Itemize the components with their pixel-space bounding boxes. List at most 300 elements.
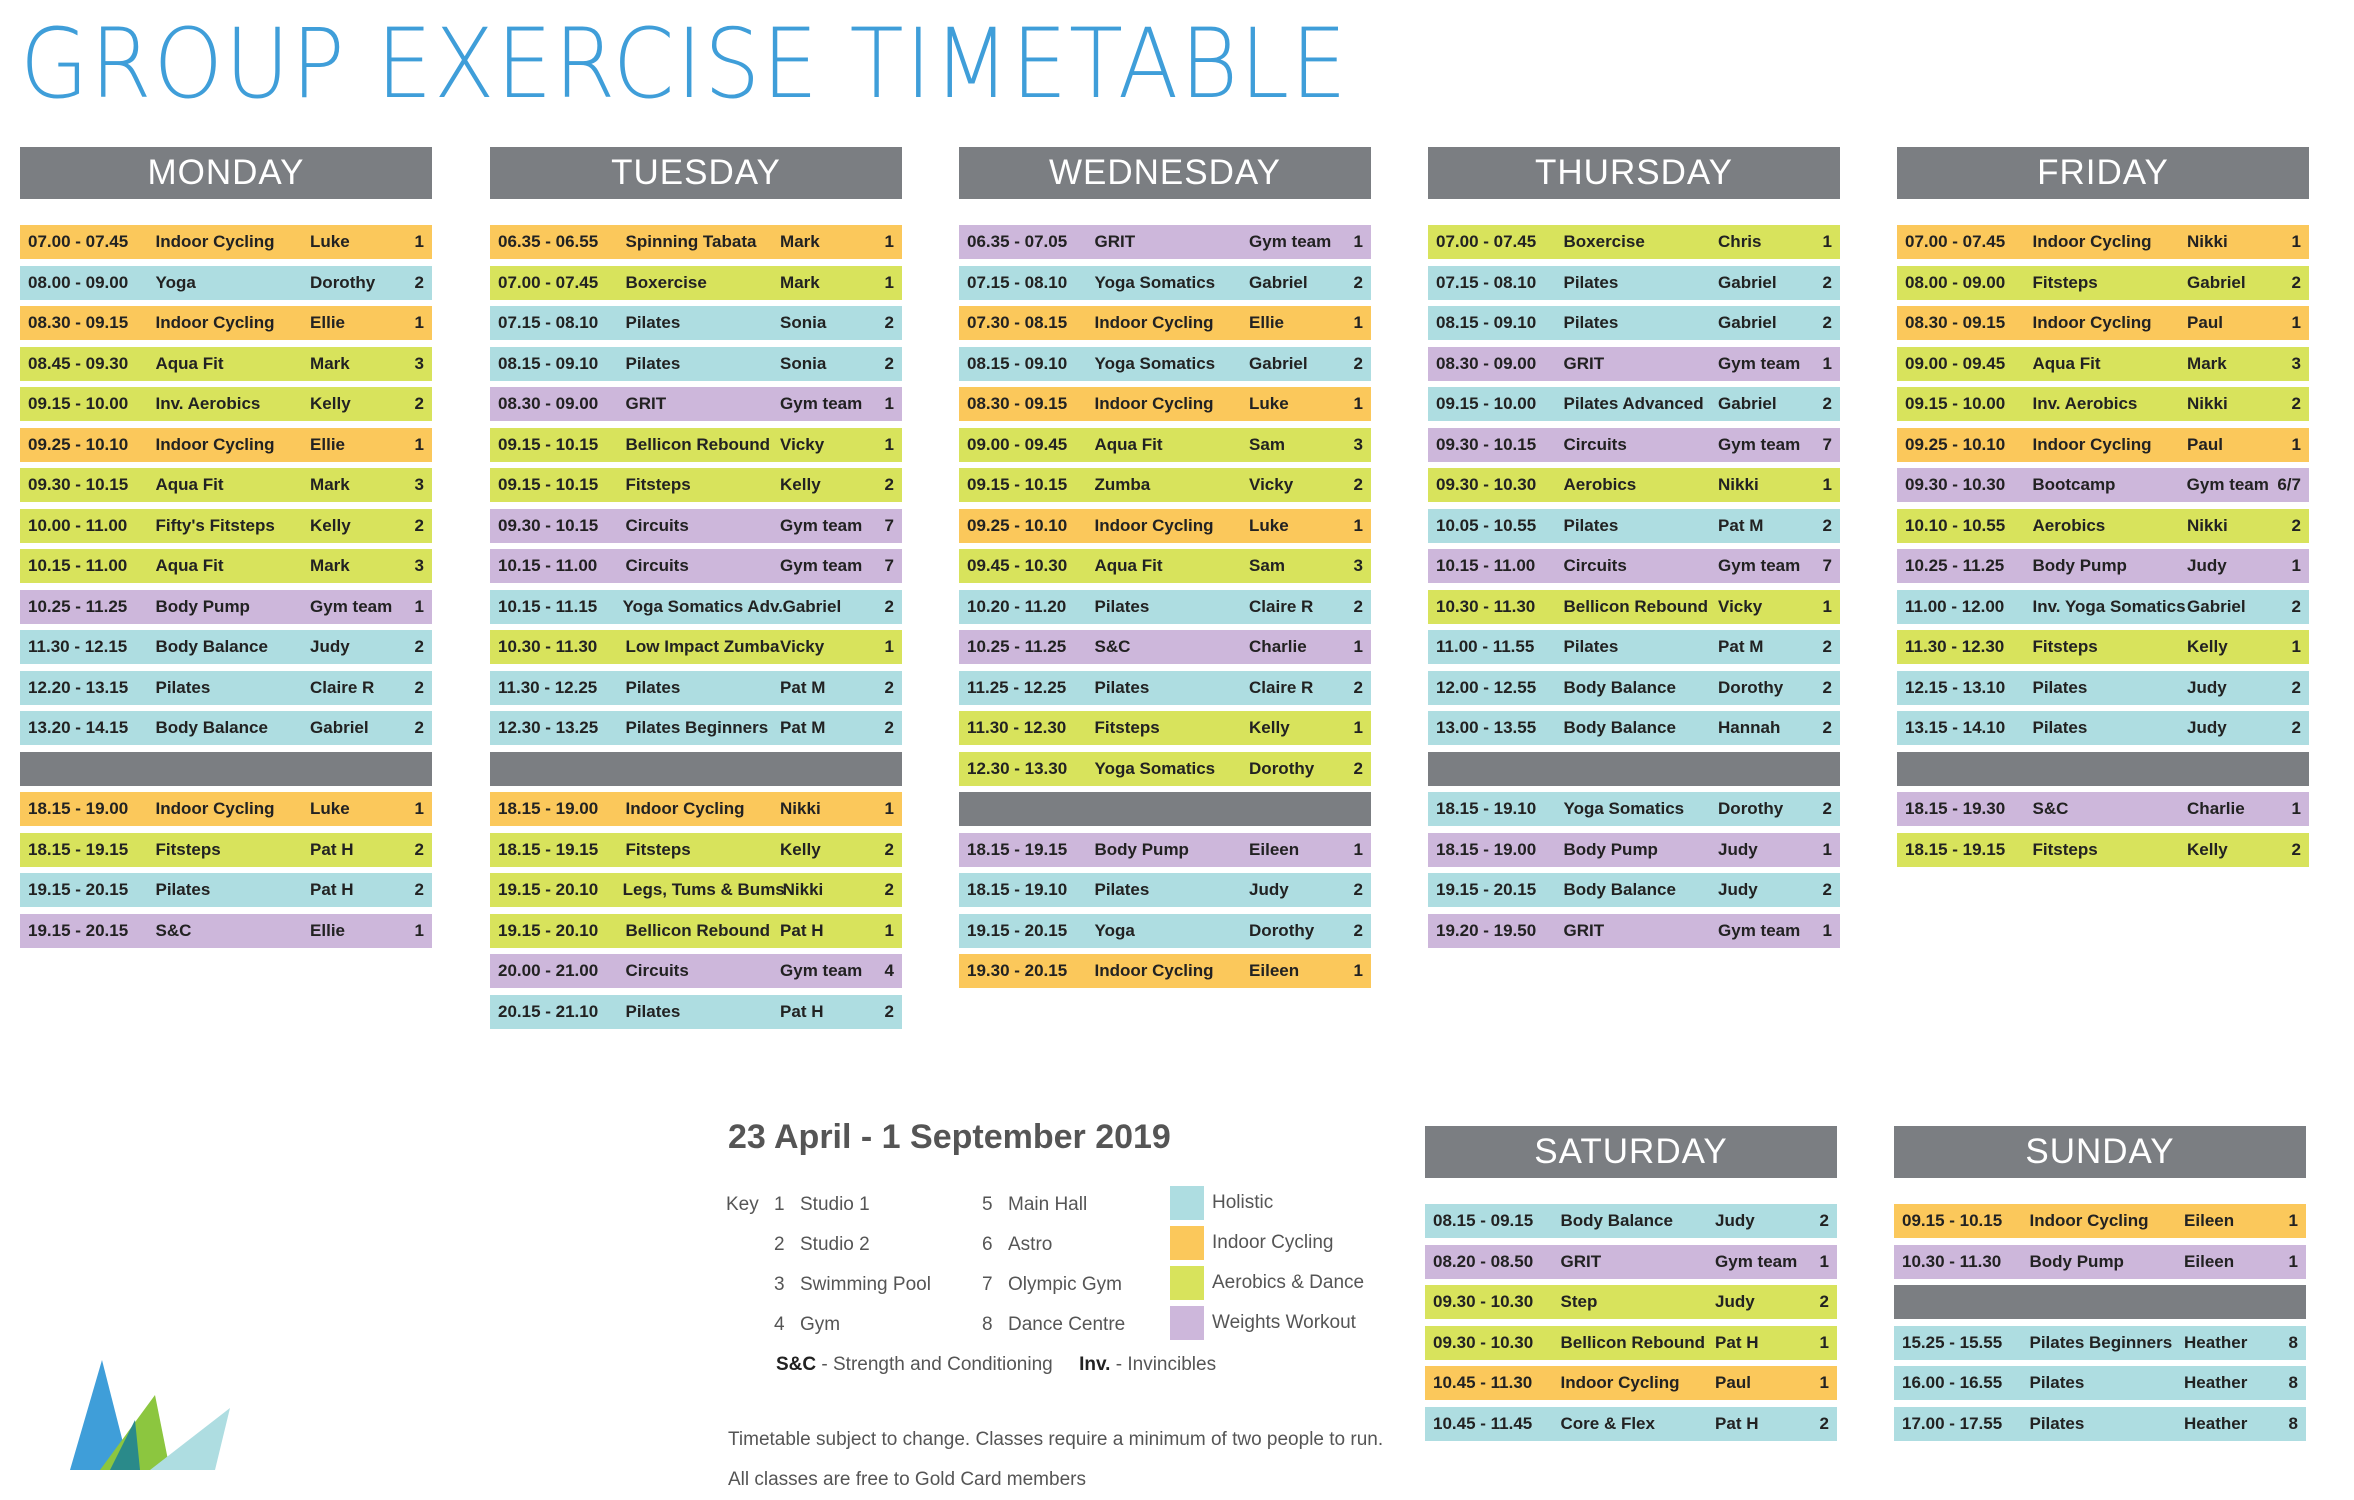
class-room: 2	[2291, 394, 2302, 413]
class-row	[20, 549, 432, 583]
class-room: 2	[1822, 272, 1833, 292]
class-name: Body Pump	[2032, 556, 2127, 575]
class-row	[1894, 1366, 2306, 1400]
class-instructor: Claire R	[1249, 677, 1314, 697]
class-instructor: Kelly	[780, 839, 821, 859]
class-row	[1894, 1407, 2306, 1441]
class-name: Body Pump	[2029, 1251, 2124, 1271]
class-instructor: Gabriel	[1249, 353, 1308, 373]
class-row	[490, 387, 902, 421]
class-time: 16.00 - 16.55	[1902, 1373, 2003, 1392]
class-row	[1428, 792, 1840, 826]
class-time: 10.05 - 10.55	[1436, 515, 1537, 535]
class-instructor: Gym team	[780, 961, 863, 980]
class-row	[1894, 1204, 2306, 1238]
class-name: Legs, Tums & Bums	[622, 880, 785, 899]
class-name: Indoor Cycling	[155, 232, 275, 251]
class-name: GRIT	[1563, 353, 1605, 373]
class-instructor: Charlie	[1249, 637, 1307, 656]
class-room: 3	[414, 353, 425, 373]
class-name: Pilates	[625, 353, 681, 373]
class-room: 1	[414, 313, 425, 332]
class-row	[1897, 590, 2309, 624]
class-row	[490, 468, 902, 502]
class-time: 18.15 - 19.00	[28, 799, 129, 818]
abbr-inv: Inv.	[1079, 1354, 1111, 1375]
class-name: Pilates Beginners	[625, 718, 769, 737]
class-room: 2	[414, 637, 425, 656]
class-room: 2	[2291, 718, 2302, 737]
class-row	[959, 671, 1371, 705]
class-row	[490, 873, 902, 907]
class-name: Boxercise	[1563, 232, 1645, 251]
class-time: 10.45 - 11.45	[1433, 1413, 1533, 1433]
class-room: 3	[414, 556, 425, 575]
class-name: Circuits	[625, 556, 689, 575]
class-time: 07.00 - 07.45	[28, 232, 129, 251]
class-instructor: Judy	[1715, 1211, 1755, 1230]
class-row	[1425, 1285, 1837, 1319]
class-time: 19.15 - 20.15	[28, 880, 129, 899]
class-row	[490, 954, 902, 988]
class-instructor: Pat H	[780, 920, 824, 940]
class-name: Aqua Fit	[1094, 434, 1163, 454]
class-instructor: Pat H	[780, 1001, 824, 1021]
class-name: Step	[1560, 1292, 1598, 1311]
class-name: Indoor Cycling	[155, 434, 275, 454]
class-time: 08.00 - 09.00	[28, 272, 129, 292]
class-instructor: Dorothy	[1249, 758, 1315, 778]
class-room: 1	[1819, 1373, 1830, 1392]
class-instructor: Gym team	[1718, 353, 1801, 373]
class-time: 10.15 - 11.00	[28, 556, 128, 575]
class-name: Low Impact Zumba	[625, 637, 780, 656]
class-instructor: Luke	[310, 232, 350, 251]
key-location	[982, 1234, 1052, 1256]
class-instructor: Kelly	[2187, 839, 2228, 859]
class-instructor: Judy	[310, 637, 350, 656]
class-row	[1425, 1407, 1837, 1441]
class-room: 2	[2291, 596, 2302, 616]
class-time: 08.45 - 09.30	[28, 353, 129, 373]
legend-item	[1170, 1226, 1333, 1260]
class-time: 10.15 - 11.00	[1436, 556, 1536, 575]
class-instructor: Gabriel	[2187, 272, 2246, 292]
class-time: 09.15 - 10.15	[498, 434, 599, 454]
abbreviations	[776, 1354, 1216, 1376]
class-room: 2	[414, 839, 425, 859]
legend-item	[1170, 1306, 1356, 1340]
class-room: 2	[2291, 272, 2302, 292]
class-time: 09.30 - 10.30	[1433, 1292, 1534, 1311]
class-room: 1	[1353, 839, 1364, 859]
class-instructor: Gym team	[310, 596, 393, 616]
class-instructor: Nikki	[2187, 232, 2228, 251]
class-name: Indoor Cycling	[2032, 232, 2152, 251]
class-time: 06.35 - 07.05	[967, 232, 1068, 251]
class-room: 7	[884, 556, 895, 575]
class-time: 11.30 - 12.15	[28, 637, 128, 656]
class-name: Core & Flex	[1560, 1413, 1655, 1433]
legend-label: Aerobics & Dance	[1212, 1272, 1365, 1293]
class-room: 2	[884, 839, 895, 859]
class-name: Inv. Aerobics	[2032, 394, 2138, 413]
class-name: Pilates Beginners	[2029, 1332, 2173, 1352]
abbr-inv-meaning: - Invincibles	[1115, 1354, 1217, 1375]
class-room: 1	[1819, 1332, 1830, 1352]
class-time: 09.30 - 10.30	[1433, 1332, 1534, 1352]
class-row	[1428, 671, 1840, 705]
class-name: Fifty's Fitsteps	[155, 515, 275, 535]
class-row	[1897, 387, 2309, 421]
class-time: 10.45 - 11.30	[1433, 1373, 1533, 1392]
location-number: 8	[982, 1314, 993, 1335]
class-name: Pilates	[1094, 596, 1150, 616]
location-name: Swimming Pool	[800, 1274, 931, 1295]
class-name: S&C	[155, 920, 192, 940]
class-row	[1897, 671, 2309, 705]
class-name: Yoga	[1094, 920, 1135, 940]
class-room: 1	[1353, 637, 1364, 656]
class-instructor: Mark	[780, 232, 820, 251]
location-name: Dance Centre	[1008, 1314, 1126, 1335]
note-line: All classes are free to Gold Card members	[728, 1469, 1086, 1490]
class-room: 1	[1822, 839, 1833, 859]
class-row	[1897, 225, 2309, 259]
class-row	[490, 914, 902, 948]
class-room: 3	[1353, 556, 1364, 575]
class-row	[959, 468, 1371, 502]
class-name: Fitsteps	[155, 839, 221, 859]
class-instructor: Gym team	[1718, 920, 1801, 940]
class-instructor: Ellie	[310, 920, 345, 940]
class-room: 2	[414, 677, 425, 697]
class-time: 18.15 - 19.15	[1905, 839, 2006, 859]
class-instructor: Dorothy	[1718, 677, 1784, 697]
class-room: 2	[1822, 394, 1833, 413]
class-name: Pilates	[1563, 515, 1619, 535]
class-room: 1	[884, 920, 895, 940]
class-row	[959, 225, 1371, 259]
class-name: Pilates	[625, 1001, 681, 1021]
class-time: 10.25 - 11.25	[1905, 556, 2005, 575]
class-time: 19.30 - 20.15	[967, 961, 1068, 980]
class-time: 11.30 - 12.30	[967, 718, 1067, 737]
class-room: 2	[884, 475, 895, 494]
class-room: 1	[884, 232, 895, 251]
class-instructor: Luke	[310, 799, 350, 818]
class-time: 09.30 - 10.15	[498, 515, 599, 535]
class-row	[1897, 792, 2309, 826]
class-name: Circuits	[1563, 434, 1627, 454]
class-time: 19.20 - 19.50	[1436, 920, 1537, 940]
class-row	[959, 954, 1371, 988]
class-row	[959, 387, 1371, 421]
class-row	[490, 347, 902, 381]
class-instructor: Gym team	[780, 515, 863, 535]
class-room: 1	[2291, 313, 2302, 332]
class-name: Indoor Cycling	[1094, 515, 1214, 535]
class-room: 2	[1353, 758, 1364, 778]
class-time: 18.15 - 19.15	[498, 839, 599, 859]
class-name: Fitsteps	[2032, 839, 2098, 859]
class-time: 09.15 - 10.00	[28, 394, 129, 413]
class-room: 2	[1353, 880, 1364, 899]
note-line: Timetable subject to change. Classes require a minimum of two people to run.	[728, 1429, 1384, 1450]
class-row	[20, 630, 432, 664]
class-room: 2	[884, 596, 894, 616]
class-row	[959, 914, 1371, 948]
class-instructor: Gabriel	[2187, 596, 2246, 616]
class-room: 1	[884, 434, 895, 454]
class-row	[959, 549, 1371, 583]
class-instructor: Paul	[2187, 434, 2223, 454]
location-number: 4	[774, 1314, 785, 1335]
class-name: Indoor Cycling	[155, 799, 275, 818]
class-instructor: Dorothy	[1718, 799, 1784, 818]
session-divider	[1894, 1285, 2306, 1319]
class-instructor: Claire R	[310, 677, 375, 697]
class-name: Pilates	[625, 677, 681, 697]
class-row	[20, 468, 432, 502]
class-row	[959, 752, 1371, 786]
class-instructor: Dorothy	[1249, 920, 1315, 940]
class-name: Pilates	[2032, 677, 2088, 697]
notes	[728, 1420, 1428, 1500]
class-room: 8	[2288, 1373, 2299, 1392]
key-location	[774, 1194, 870, 1216]
key-location	[774, 1314, 840, 1336]
class-row	[1428, 509, 1840, 543]
class-room: 7	[1822, 434, 1833, 454]
class-room: 2	[884, 677, 895, 697]
legend-label: Indoor Cycling	[1212, 1232, 1334, 1253]
location-number: 2	[774, 1234, 785, 1255]
class-time: 07.15 - 08.10	[967, 272, 1068, 292]
class-instructor: Mark	[780, 272, 820, 292]
class-time: 12.20 - 13.15	[28, 677, 129, 697]
class-instructor: Kelly	[310, 394, 351, 413]
class-row	[959, 590, 1371, 624]
class-room: 1	[1353, 515, 1364, 535]
class-row	[20, 347, 432, 381]
class-time: 19.15 - 20.10	[498, 880, 599, 899]
day-header: THURSDAY	[1428, 147, 1840, 199]
class-instructor: Gym team	[780, 556, 863, 575]
class-room: 1	[414, 799, 425, 818]
class-time: 09.25 - 10.10	[1905, 434, 2006, 454]
class-row	[1428, 711, 1840, 745]
class-row	[490, 792, 902, 826]
day-column-thursday	[1428, 147, 1840, 954]
class-name: Inv. Aerobics	[155, 394, 261, 413]
class-instructor: Ellie	[310, 313, 345, 332]
location-number: 1	[774, 1194, 785, 1215]
day-column-friday	[1897, 147, 2309, 873]
day-header: TUESDAY	[490, 147, 902, 199]
key-label: Key	[726, 1194, 759, 1215]
legend-swatch	[1170, 1186, 1204, 1220]
class-name: Fitsteps	[625, 839, 691, 859]
class-instructor: Nikki	[780, 799, 821, 818]
legend-swatch	[1170, 1306, 1204, 1340]
class-room: 2	[884, 718, 895, 737]
class-room: 3	[1353, 434, 1364, 454]
page-title: GROUP EXERCISE TIMETABLE	[20, 8, 1349, 120]
class-time: 08.15 - 09.10	[498, 353, 599, 373]
class-time: 08.30 - 09.15	[28, 313, 129, 332]
class-name: Inv. Yoga Somatics	[2032, 596, 2186, 616]
class-room: 4	[884, 961, 895, 980]
class-room: 1	[2291, 232, 2302, 251]
abbr-sc: S&C	[776, 1354, 817, 1375]
class-instructor: Pat H	[1715, 1413, 1759, 1433]
session-divider	[1897, 752, 2309, 786]
season-dates: 23 April - 1 September 2019	[728, 1118, 1171, 1156]
class-name: Pilates	[1563, 637, 1619, 656]
day-header: SUNDAY	[1894, 1126, 2306, 1178]
class-instructor: Sonia	[780, 313, 827, 332]
class-instructor: Heather	[2184, 1373, 2248, 1392]
class-instructor: Vicky	[780, 637, 825, 656]
class-row	[1428, 428, 1840, 462]
class-instructor: Judy	[1249, 880, 1289, 899]
class-name: GRIT	[1094, 232, 1136, 251]
class-row	[1894, 1326, 2306, 1360]
class-time: 12.30 - 13.30	[967, 758, 1068, 778]
class-time: 08.30 - 09.15	[1905, 313, 2006, 332]
class-name: Yoga Somatics	[1094, 758, 1216, 778]
class-row	[959, 711, 1371, 745]
class-time: 19.15 - 20.15	[1436, 880, 1537, 899]
class-room: 2	[1822, 799, 1833, 818]
class-instructor: Judy	[2187, 556, 2227, 575]
class-row	[1894, 1245, 2306, 1279]
class-time: 18.15 - 19.15	[967, 839, 1068, 859]
class-name: Body Balance	[1563, 677, 1676, 697]
class-room: 1	[2291, 637, 2302, 656]
class-room: 1	[1353, 961, 1364, 980]
class-row	[1428, 306, 1840, 340]
class-name: Boxercise	[625, 272, 707, 292]
location-name: Gym	[800, 1314, 841, 1335]
class-instructor: Kelly	[310, 515, 351, 535]
class-time: 11.30 - 12.30	[1905, 637, 2005, 656]
class-time: 08.30 - 09.15	[967, 394, 1068, 413]
class-room: 2	[2291, 839, 2302, 859]
class-name: Indoor Cycling	[2032, 313, 2152, 332]
class-name: S&C	[1094, 637, 1131, 656]
location-name: Olympic Gym	[1008, 1274, 1122, 1295]
class-row	[1425, 1326, 1837, 1360]
class-instructor: Eileen	[1249, 961, 1300, 980]
class-room: 2	[1353, 596, 1364, 616]
class-time: 07.15 - 08.10	[1436, 272, 1537, 292]
class-row	[20, 671, 432, 705]
location-number: 7	[982, 1274, 993, 1295]
class-time: 11.00 - 11.55	[1436, 637, 1535, 656]
class-room: 1	[1822, 920, 1833, 940]
day-column-tuesday	[490, 147, 902, 1035]
class-room: 2	[1353, 920, 1364, 940]
class-room: 1	[1822, 596, 1833, 616]
class-name: Zumba	[1094, 475, 1151, 494]
class-row	[20, 873, 432, 907]
class-instructor: Sam	[1249, 434, 1285, 454]
location-number: 3	[774, 1274, 785, 1295]
class-row	[959, 306, 1371, 340]
class-name: Indoor Cycling	[2032, 434, 2152, 454]
class-name: Fitsteps	[1094, 718, 1160, 737]
class-row	[20, 428, 432, 462]
class-time: 09.30 - 10.30	[1436, 475, 1537, 494]
class-name: Body Pump	[1094, 839, 1189, 859]
class-name: GRIT	[1560, 1251, 1602, 1271]
class-instructor: Gabriel	[1718, 272, 1777, 292]
class-name: Pilates	[1563, 272, 1619, 292]
class-instructor: Chris	[1718, 232, 1762, 251]
class-room: 1	[1822, 232, 1833, 251]
class-row	[490, 549, 902, 583]
class-row	[1425, 1204, 1837, 1238]
class-room: 2	[1822, 718, 1833, 737]
class-row	[490, 428, 902, 462]
class-time: 08.15 - 09.10	[967, 353, 1068, 373]
class-row	[490, 509, 902, 543]
class-room: 1	[1353, 394, 1364, 413]
class-instructor: Nikki	[2187, 394, 2228, 413]
class-instructor: Kelly	[2187, 637, 2228, 656]
class-instructor: Pat M	[780, 718, 826, 737]
class-time: 09.15 - 10.15	[498, 475, 599, 494]
class-time: 07.00 - 07.45	[1905, 232, 2006, 251]
class-room: 1	[1822, 475, 1833, 494]
class-name: Pilates	[155, 880, 211, 899]
class-room: 2	[2291, 677, 2302, 697]
class-time: 12.30 - 13.25	[498, 718, 599, 737]
class-instructor: Mark	[2187, 353, 2227, 373]
class-instructor: Gym team	[2186, 475, 2269, 494]
legend-item	[1170, 1266, 1364, 1300]
class-row	[490, 630, 902, 664]
class-row	[1428, 549, 1840, 583]
class-time: 08.00 - 09.00	[1905, 272, 2006, 292]
class-name: Indoor Cycling	[625, 799, 745, 818]
class-row	[1428, 266, 1840, 300]
class-name: Pilates	[155, 677, 211, 697]
class-instructor: Pat H	[1715, 1332, 1759, 1352]
class-name: Bellicon Rebound	[625, 434, 770, 454]
class-instructor: Hannah	[1718, 718, 1781, 737]
key-location	[774, 1234, 870, 1256]
class-row	[20, 225, 432, 259]
class-instructor: Judy	[2187, 718, 2227, 737]
class-instructor: Claire R	[1249, 596, 1314, 616]
class-instructor: Gabriel	[782, 596, 842, 616]
class-row	[1428, 873, 1840, 907]
class-instructor: Luke	[1249, 394, 1289, 413]
class-time: 10.20 - 11.20	[967, 596, 1067, 616]
location-name: Main Hall	[1008, 1194, 1088, 1215]
class-instructor: Nikki	[782, 880, 824, 899]
legend-label: Weights Workout	[1212, 1312, 1356, 1333]
class-row	[1428, 590, 1840, 624]
key-section	[726, 1190, 1366, 1390]
location-name: Astro	[1008, 1234, 1053, 1255]
class-row	[959, 509, 1371, 543]
class-name: Bellicon Rebound	[625, 920, 770, 940]
class-room: 1	[1353, 232, 1364, 251]
